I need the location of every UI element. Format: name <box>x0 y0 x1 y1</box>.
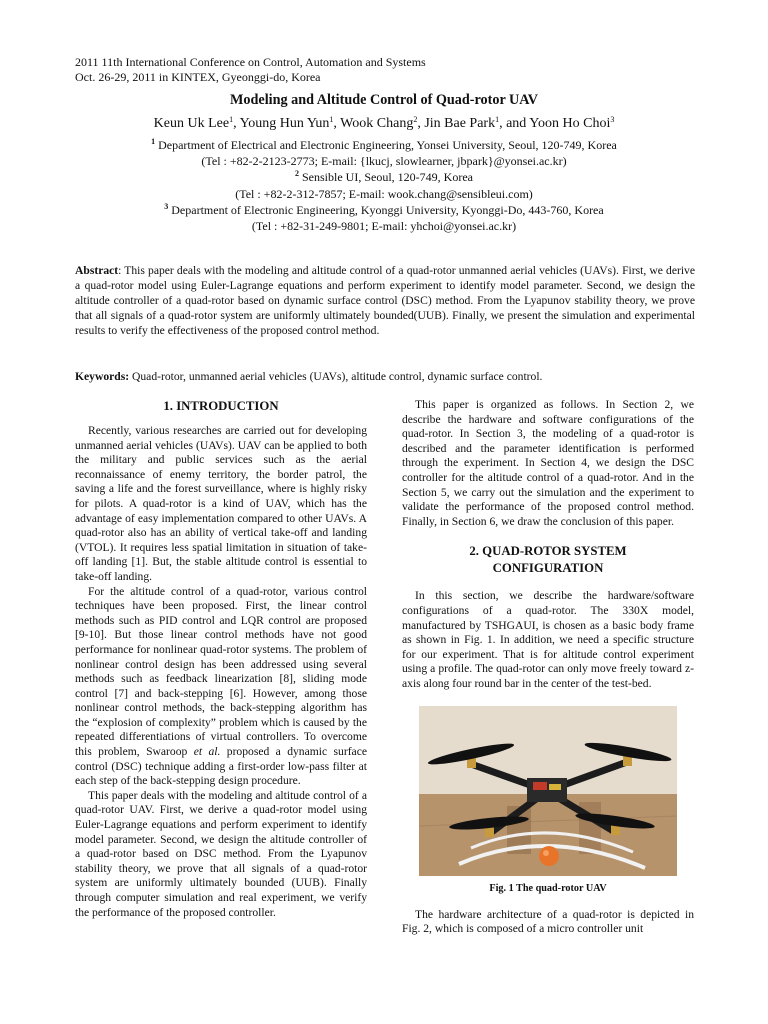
quad-rotor-photo <box>419 706 677 876</box>
affiliation-contact: (Tel : +82-2-312-7857; E-mail: wook.chang@sensibleui.com) <box>235 186 533 201</box>
author-name: Young Hun Yun <box>239 116 330 131</box>
section-title-configuration: 2. QUAD-ROTOR SYSTEM CONFIGURATION <box>469 544 627 576</box>
affiliation-contact: (Tel : +82-2-2123-2773; E-mail: {lkucj, slowlearner, jbpark}@yonsei.ac.kr) <box>201 154 567 169</box>
section-title-introduction: 1. INTRODUCTION <box>163 399 279 413</box>
affiliation-contact: (Tel : +82-31-249-9801; E-mail: yhchoi@yonsei.ac.kr) <box>251 219 517 234</box>
author-name: Keun Uk Lee <box>153 116 230 131</box>
intro-paragraph: This paper deals with the modeling and altitude control of a quad-rotor UAV. First, we derive a quad-rotor model using Euler-Lagrange equations and perform experiment to identify model parameter. Second, we design the altitude controller of a quad-rotor based on DSC method. From the Lyapunov stability theory, we prove that all signals of a quad-rotor system are uniformly ultimately bounded (UUB). Finally through computer simulation and real experiment, we verify the performance of the proposed controller. <box>75 788 367 919</box>
conference-name: 2011 11th International Conference on Control, Automation and Systems <box>75 55 426 69</box>
conference-header <box>75 55 715 85</box>
author-name: Jin Bae Park <box>424 116 496 131</box>
keywords <box>75 369 695 384</box>
conference-date: Oct. 26-29, 2011 in KINTEX, Gyeonggi-do, Korea <box>75 70 321 84</box>
affiliation-line: $^1$ Department of Electrical and Electronic Engineering, Yonsei University, Seoul, 120-749, Korea <box>151 137 617 152</box>
configuration-paragraph: The hardware architecture of a quad-rotor is depicted in Fig. 2, which is composed of a micro controller unit <box>402 907 694 936</box>
abstract-text: : This paper deals with the modeling and altitude control of a quad-rotor unmanned aerial vehicles (UAVs). First, we derive a quad-rotor model using Euler-Lagrange equations and perform experiment to identify model parameter. Second, we design the altitude controller of a quad-rotor based on dynamic surface control (DSC) method. From the Lyapunov stability theory, we prove that all signals of a quad-rotor system are uniformly ultimately bounded(UUB). Finally, we present the simulation and experimental results to verify the effectiveness of the proposed control method. <box>75 264 695 338</box>
author-name: Wook Chang <box>340 116 414 131</box>
configuration-paragraph: In this section, we describe the hardware/software configurations of a quad-rotor. The 330X model, manufactured by TSHGAUI, is chosen as a basic body frame as shown in Fig. 1. In addition, we need a specific structure for our experiment. That is for altitude control experiment using a profile. The quad-rotor can only move freely toward z-axis along four round bar in the center of the test-bed. <box>402 589 694 690</box>
left-column <box>75 398 367 920</box>
author-affil-mark: 2 <box>413 115 418 124</box>
abstract <box>75 263 695 338</box>
intro-paragraph: Recently, various researches are carried out for developing unmanned aerial vehicles (UAVs). UAV can be applied to both the military and public services such as the aerial reconnaissance of enemy territory, the border patrol, the saving a life and the forest surveillance, where is highly risky for pilots. A quad-rotor is a kind of UAV, which has the advantage of easy implementation compared to other UAVs. A quad-rotor also has an ability of vertical take-off and landing (VTOL). It requires less spatial limitation in situation of take-off landing [1]. But, the stable altitude control is essential to take-off landing. <box>75 424 367 583</box>
affiliations <box>0 137 768 234</box>
organization-paragraph: This paper is organized as follows. In Section 2, we describe the hardware and software configurations of the quad-rotor. In Section 3, the modeling of a quad-rotor is described and the parameter identification is performed through the experiment. In Section 4, we design the DSC controller for the altitude control of a quad-rotor. And in the Section 5, we carry out the simulation and the experiment to validate the performance of the proposed control method. Finally, in Section 6, we draw the conclusion of this paper. <box>402 398 694 528</box>
keywords-label: Keywords: <box>75 370 130 383</box>
figure-1 <box>402 706 694 896</box>
abstract-label: Abstract <box>75 264 119 277</box>
author-affil-mark: 3 <box>610 115 615 124</box>
author-name: Yoon Ho Choi <box>529 116 611 131</box>
affiliation-line: $^3$ Department of Electronic Engineering, Kyonggi University, Kyonggi-Do, 443-760, Korea <box>164 201 604 217</box>
right-column <box>402 398 694 937</box>
paper-title: Modeling and Altitude Control of Quad-rotor UAV <box>230 92 538 108</box>
figure-caption: Fig. 1 The quad-rotor UAV <box>489 882 607 894</box>
intro-paragraph: For the altitude control of a quad-rotor, various control techniques have been proposed. First, the linear control methods such as PID control and LQR control are proposed [9-10]. But those linear control methods have not good performance for nonlinear quad-rotor systems. The problem of nonlinear control design has been addressed using several methods such as feedback linearization [8], sliding mode control [7] and back-stepping [6]. However, among those nonlinear control methods, the back-stepping algorithm has the “explosion of complexity” problem which is caused by the repeated differentiations of virtual controllers. To overcome this problem, Swaroop et al. proposed a dynamic surface control (DSC) technique adding a first-order low-pass filter at each step of the back-stepping design procedure. <box>75 584 367 788</box>
author-affil-mark: 1 <box>329 115 334 124</box>
keywords-text: Quad-rotor, unmanned aerial vehicles (UAVs), altitude control, dynamic surface control. <box>129 370 543 383</box>
author-list: Keun Uk Lee$^1$, Young Hun Yun$^1$, Wook Chang$^2$, Jin Bae Park$^1$, and Yoon Ho Choi$^3$ <box>153 115 615 131</box>
affiliation-line: $^2$ Sensible UI, Seoul, 120-749, Korea <box>295 169 473 185</box>
author-affil-mark: 1 <box>495 115 500 124</box>
author-affil-mark: 1 <box>229 115 234 124</box>
